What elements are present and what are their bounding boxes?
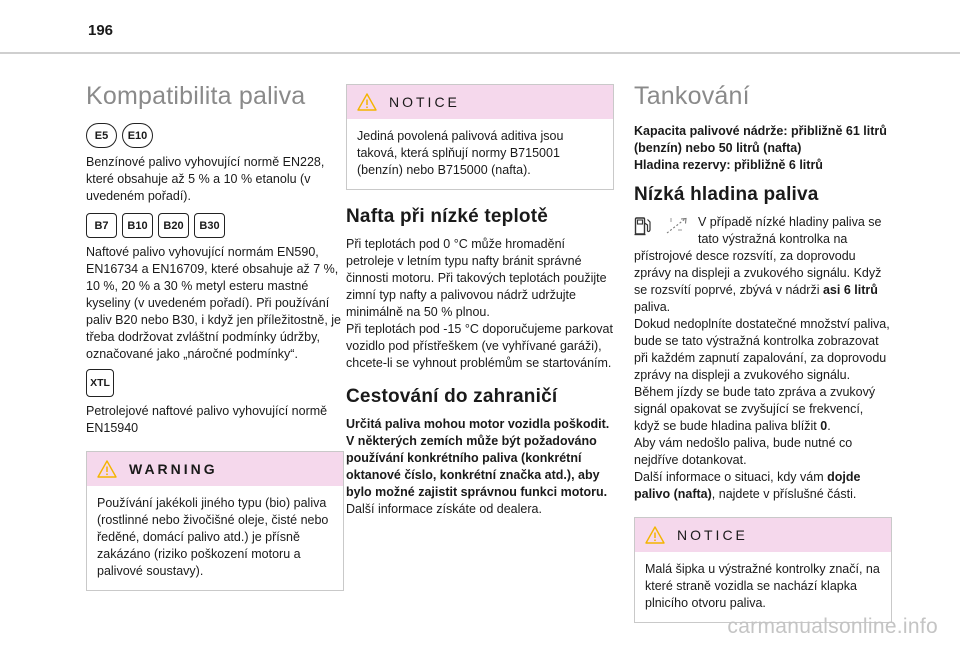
b7-badge: B7: [86, 213, 117, 238]
heading-low-fuel: Nízká hladina paliva: [634, 184, 819, 205]
notice-title-arrow: NOTICE: [677, 527, 748, 543]
diesel-low-temp-p2: Při teplotách pod -15 °C doporučujeme parkovat vozidlo pod přístřeškem (ve vyhřívané garáži), chcete-li se vyhnout problémům se startováním.: [346, 322, 613, 370]
low-fuel-p1: [634, 214, 892, 316]
warning-triangle-icon: [97, 460, 117, 478]
b30-badge: B30: [194, 213, 225, 238]
warning-header: [87, 452, 343, 486]
travel-abroad-p: Další informace získáte od dealera.: [346, 502, 542, 516]
notice-header-arrow: [635, 518, 891, 552]
warning-triangle-icon: [357, 93, 377, 111]
heading-travel-abroad: Cestování do zahraničí: [346, 386, 558, 407]
reserve-level: Hladina rezervy: přibližně 6 litrů: [634, 158, 823, 172]
low-fuel-p1-text: V případě nízké hladiny paliva se tato výstražná kontrolka na přístrojové desce rozsvítí, za doprovodu zprávy na displeji a zvukového signálu. Když se rozsvítí poprvé, zbývá v nádrži: [634, 215, 882, 297]
petrol-paragraph: Benzínové palivo vyhovující normě EN228, které obsahuje až 5 % a 10 % etanolu (v uvedeném pořadí).: [86, 155, 325, 203]
biodiesel-badges: [86, 213, 344, 238]
fuel-pump-icon: [634, 216, 652, 236]
header-rule: [0, 52, 960, 54]
warning-text: Používání jakékoli jiného typu (bio) paliva (rostlinné nebo živočišné oleje, čisté nebo ředěné, domácí palivo atd.) je přísně zakázáno (riziko poškození motoru a palivové soustavy).: [97, 496, 329, 578]
column-diesel: [346, 84, 614, 518]
notice-title-additives: NOTICE: [389, 94, 460, 110]
low-fuel-icons: [634, 216, 690, 236]
diesel-paragraph: Naftové palivo vyhovující normám EN590, EN16734 a EN16709, které obsahuje až 7 %, 10 %, 20 % a 30 % metyl esteru mastné kyseliny (v uvedeném pořadí). Při používání paliv B20 nebo B30, i když jen příležitostně, je třeba dodržovat zvláštní podmínky údržby, označované jako „náročné podmínky“.: [86, 245, 342, 361]
warning-triangle-icon: [645, 526, 665, 544]
notice-text-additives: Jediná povolená palivová aditiva jsou taková, která splňují normy B715001 (benzín) nebo B715000 (nafta).: [357, 129, 564, 177]
diesel-low-temp-p1: Při teplotách pod 0 °C může hromadění petroleje v letním typu nafty bránit správné činnosti motoru. Při takových teplotách použijte zimní typ nafty a palivovou nádrž udržujte minimálně na 50 % plnou.: [346, 237, 607, 319]
low-fuel-p1-end: paliva.: [634, 300, 671, 314]
heading-diesel-low-temp: Nafta při nízké teplotě: [346, 206, 549, 227]
b20-badge: B20: [158, 213, 189, 238]
section-title-refuelling: Tankování: [634, 82, 750, 110]
e10-badge: E10: [122, 123, 153, 148]
low-fuel-arrow-icon: [664, 216, 690, 236]
notice-box-additives: [346, 84, 614, 190]
tank-capacity: Kapacita palivové nádrže: přibližně 61 litrů (benzín) nebo 50 litrů (nafta): [634, 124, 887, 155]
low-fuel-p4-text: Další informace o situaci, kdy vám: [634, 470, 828, 484]
notice-box-arrow: [634, 517, 892, 623]
ethanol-badges: [86, 123, 344, 148]
column-fuel-compatibility: [86, 82, 344, 603]
low-fuel-p2-bold: 0: [820, 419, 828, 433]
xtl-badge: XTL: [86, 369, 114, 397]
travel-abroad-bold: Určitá paliva mohou motor vozidla poškodit. V některých zemích může být požadováno používání konkrétního paliva (konkrétní oktanové číslo, konkrétní značka atd.), aby bylo možné zajistit správnou funkci motoru.: [346, 417, 610, 499]
warning-box: [86, 451, 344, 591]
section-title-compatibility: Kompatibilita paliva: [86, 82, 306, 110]
low-fuel-p2: [634, 316, 892, 435]
warning-title: WARNING: [129, 461, 218, 477]
low-fuel-p4: [634, 469, 892, 503]
low-fuel-p1-bold: asi 6 litrů: [822, 283, 878, 297]
page-number: 196: [88, 22, 114, 39]
low-fuel-p4-bold: dojde palivo (nafta): [634, 470, 861, 501]
low-fuel-p4-end: , najdete v příslušné části.: [711, 487, 857, 501]
low-fuel-p2-text: Dokud nedoplníte dostatečné množství paliva, bude se tato výstražná kontrolka zobrazovat při každém zapnutí zapalování, za doprovodu zprávy na displeji a zvukového signálu. Během jízdy se bude tato zpráva a zvukový signál opakovat se zvyšující se frekvencí, když se bude hladina paliva blížit: [634, 317, 890, 433]
b10-badge: B10: [122, 213, 153, 238]
notice-text-arrow: Malá šipka u výstražné kontrolky značí, na které straně vozidla se nachází klapka plnicího otvoru paliva.: [645, 562, 880, 610]
column-refuelling: [634, 82, 892, 635]
e5-badge: E5: [86, 123, 117, 148]
xtl-paragraph: Petrolejové naftové palivo vyhovující normě EN15940: [86, 404, 328, 435]
low-fuel-p2-end: .: [827, 419, 831, 433]
low-fuel-p3: Aby vám nedošlo paliva, bude nutné co nejdříve dotankovat.: [634, 436, 853, 467]
notice-header-additives: [347, 85, 613, 119]
watermark: carmanualsonline.info: [727, 615, 938, 638]
